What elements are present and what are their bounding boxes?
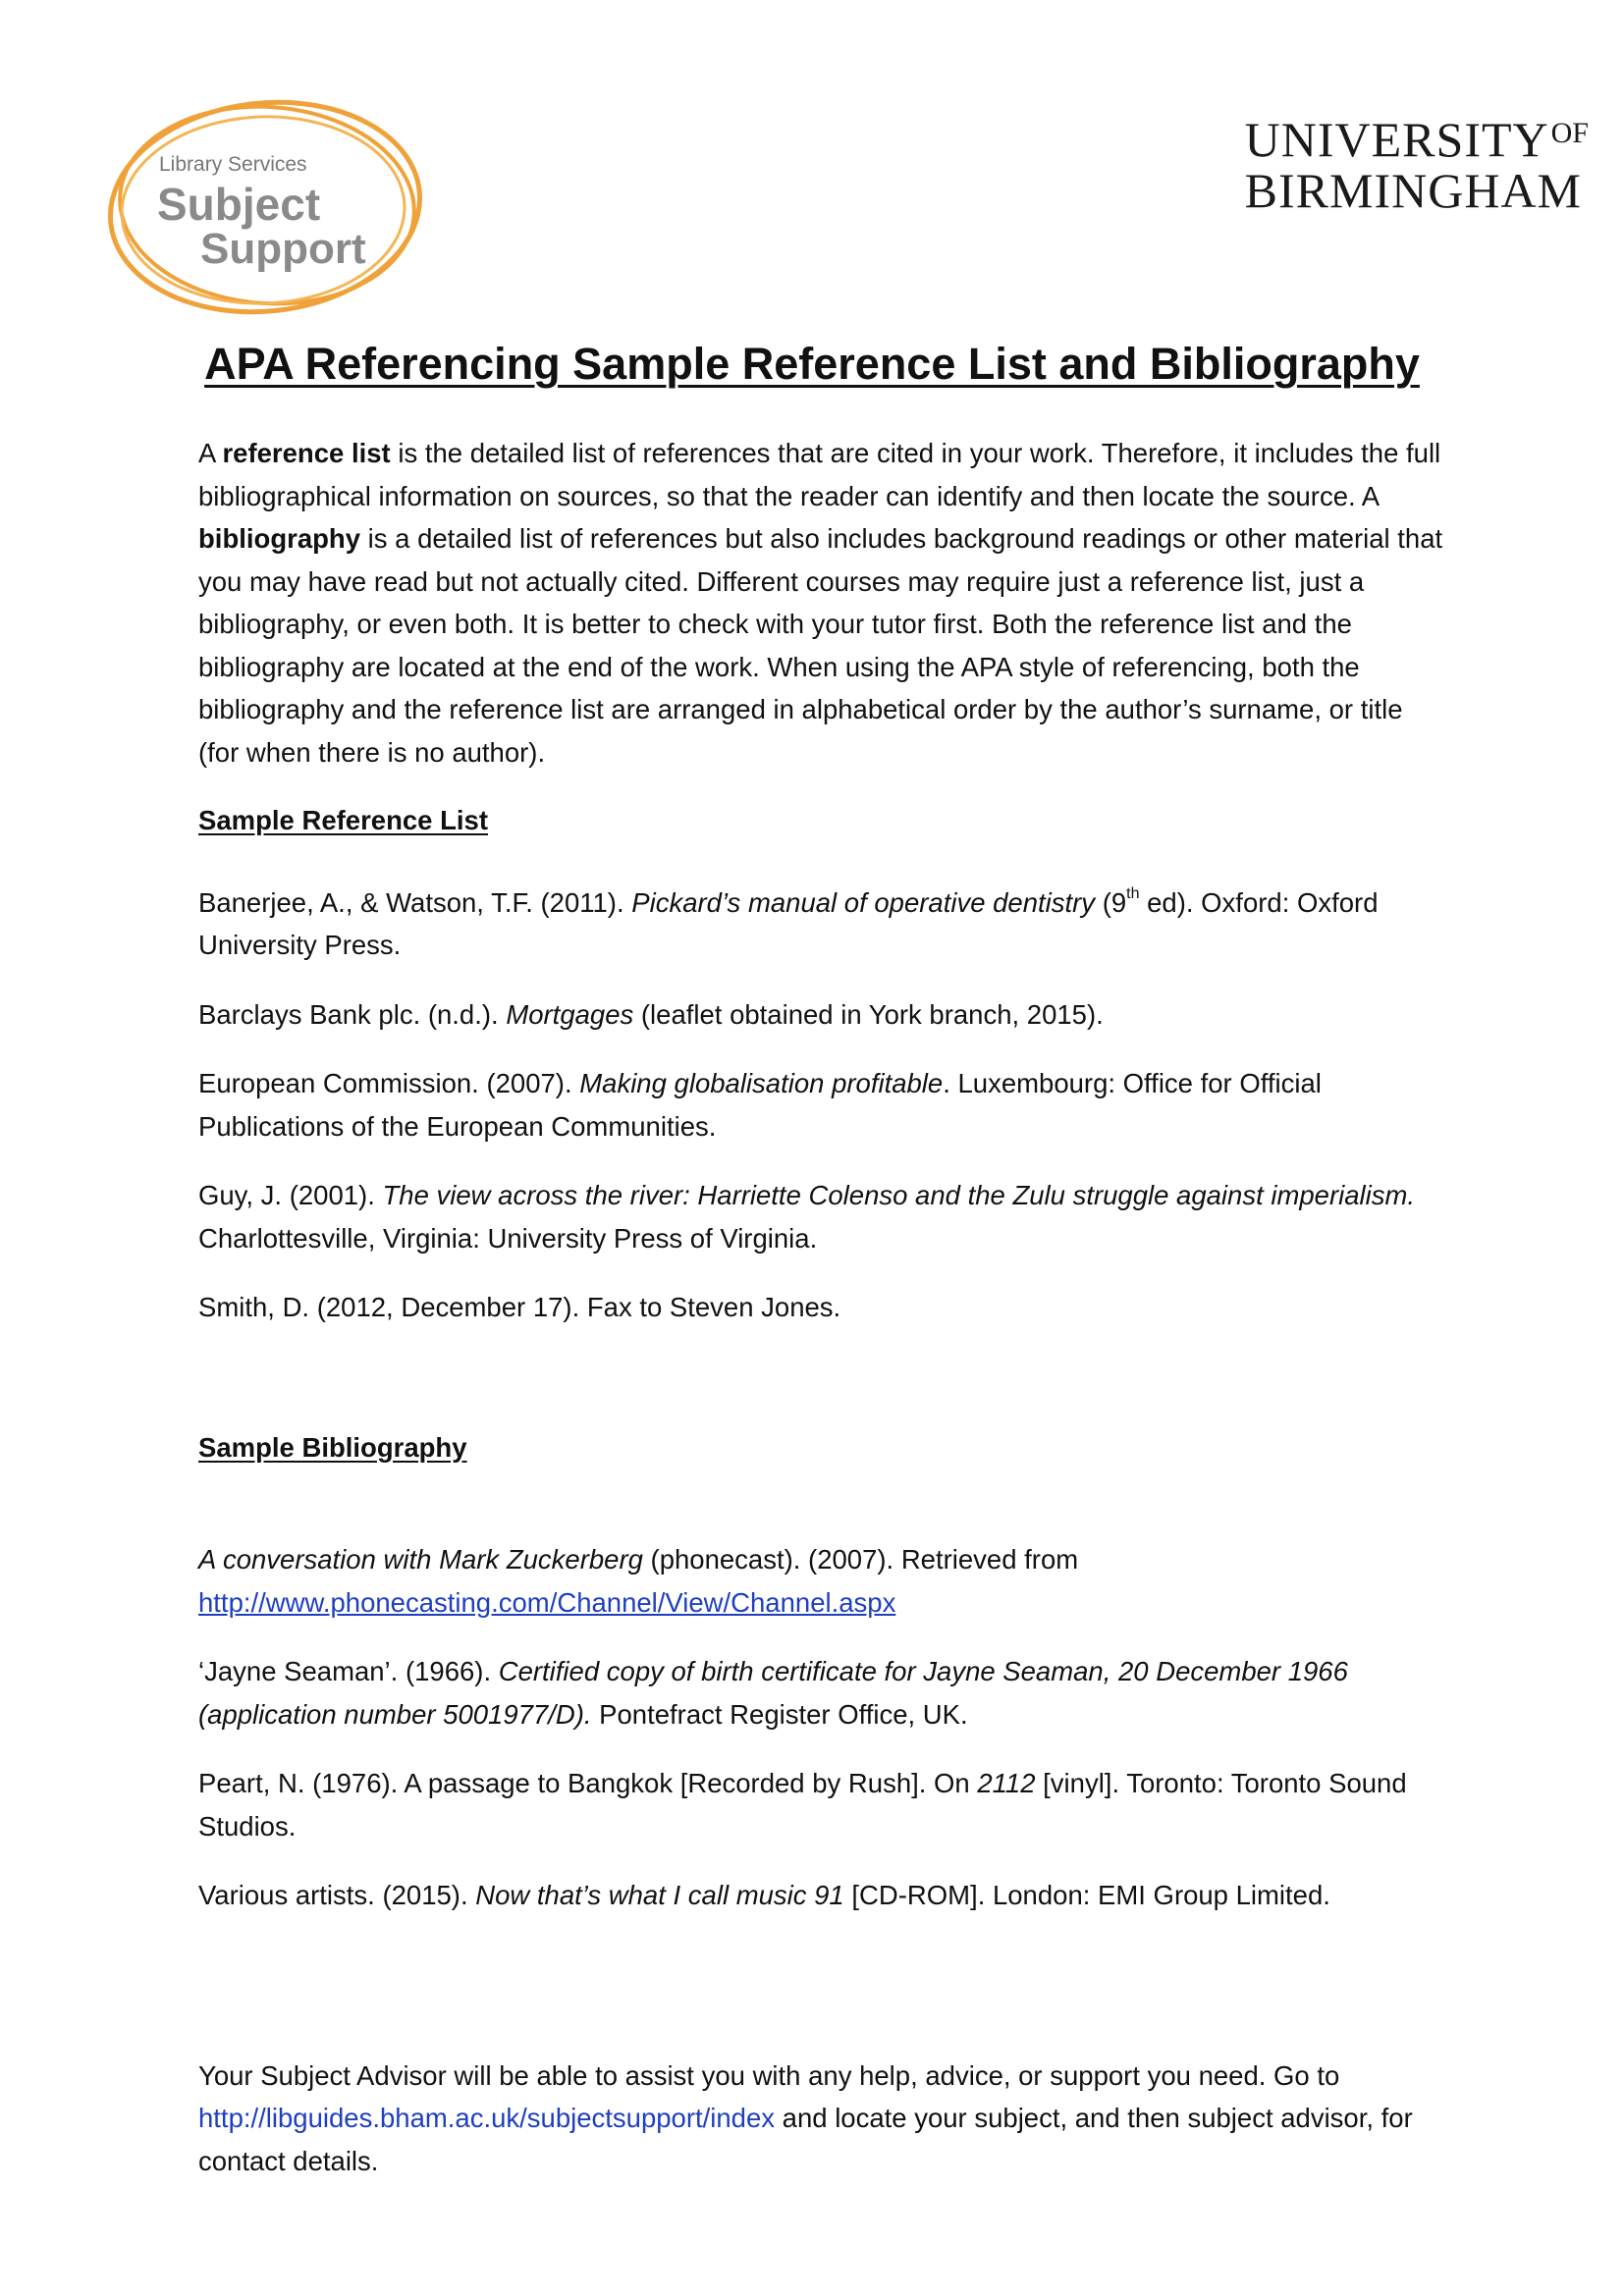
reference-entry <box>198 1286 1445 1329</box>
bib-text: Peart, N. (1976). A passage to Bangkok [Recorded by Rush]. On <box>198 1768 978 1798</box>
ref-text: Smith, D. (2012, December 17). Fax to Steven Jones. <box>198 1292 841 1322</box>
bib-title: Certified copy of birth certificate for Jayne Seaman, 20 December 1966 (application number 5001977/D). <box>198 1656 1348 1730</box>
ref-title: Making globalisation profitable <box>579 1068 944 1098</box>
bib-title: 2112 <box>977 1768 1036 1798</box>
university-line2: BIRMINGHAM <box>1244 163 1583 218</box>
bib-text: Various artists. (2015). <box>198 1880 476 1910</box>
bib-title: A conversation with Mark Zuckerberg <box>198 1544 643 1575</box>
bib-text: (phonecast). (2007). Retrieved from <box>642 1544 1079 1575</box>
intro-paragraph <box>198 432 1445 774</box>
ref-text: Barclays Bank plc. (n.d.). <box>198 998 507 1030</box>
bibliography-entry <box>198 1762 1445 1847</box>
footer-paragraph <box>198 2055 1445 2183</box>
intro-text-3: is a detailed list of references but also includes background readings or other material that you may have read but not actually cited. Different courses may require just a reference list, just a bibliography, or even both. It is better to check with your tutor first. Both the reference list and the bibliography are located at the end of the work. When using the APA style of referencing, both the bibliography and the reference list are arranged in alphabetical order by the author’s surname, or title (for when there is no author). <box>198 523 1443 768</box>
intro-text-2: is the detailed list of references that are cited in your work. Therefore, it includes the full bibliographical information on sources, so that the reader can identify and then locate the source. A <box>198 438 1441 511</box>
term-bibliography: bibliography <box>198 523 360 554</box>
bibliography-heading: Sample Bibliography <box>198 1431 467 1463</box>
ref-superscript: th <box>1126 884 1140 902</box>
reference-entry <box>198 1062 1445 1148</box>
ref-text: Guy, J. (2001). <box>198 1180 383 1210</box>
bibliography-entry <box>198 1874 1445 1917</box>
reference-entry <box>198 1174 1445 1259</box>
university-of: OF <box>1550 117 1589 149</box>
reference-entry <box>198 881 1445 967</box>
bibliography-entry <box>198 1538 1445 1624</box>
document-body <box>198 432 1445 2182</box>
ref-text: ed). Oxford: Oxford University Press. <box>198 886 1379 960</box>
ref-title: Pickard’s manual of operative dentistry <box>631 886 1096 918</box>
libguides-link[interactable]: http://libguides.bham.ac.uk/subjectsupport/index <box>198 2103 776 2133</box>
bib-text: [CD-ROM]. London: EMI Group Limited. <box>843 1880 1330 1910</box>
bib-text: [vinyl]. Toronto: Toronto Sound Studios. <box>198 1768 1407 1842</box>
ref-text: Charlottesville, Virginia: University Press of Virginia. <box>198 1222 818 1254</box>
bib-title: Now that’s what I call music 91 <box>475 1880 844 1910</box>
bibliography-entry <box>198 1650 1445 1735</box>
ref-text: European Commission. (2007). <box>198 1068 580 1098</box>
phonecasting-link[interactable]: http://www.phonecasting.com/Channel/View/Channel.aspx <box>198 1586 896 1618</box>
ref-text: Banerjee, A., & Watson, T.F. (2011). <box>198 886 632 918</box>
ref-text: (leaflet obtained in York branch, 2015). <box>633 998 1104 1030</box>
ref-text: . Luxembourg: Office for Official Publications of the European Communities. <box>198 1068 1322 1142</box>
subject-support-logo <box>102 94 428 320</box>
logo-line3: Support <box>200 225 366 273</box>
university-logo <box>1245 108 1589 216</box>
ref-title: Mortgages <box>506 998 634 1030</box>
intro-text-1: A <box>198 438 223 468</box>
reference-list-heading: Sample Reference List <box>198 805 488 835</box>
bib-text: ‘Jayne Seaman’. (1966). <box>198 1656 499 1686</box>
footer-text: Your Subject Advisor will be able to assist you with any help, advice, or support you need. Go to <box>198 2059 1340 2091</box>
logo-line2: Subject <box>157 179 321 230</box>
ref-text: (9 <box>1095 886 1127 918</box>
logo-line1: Library Services <box>159 153 307 176</box>
term-reference-list: reference list <box>222 438 391 468</box>
university-line1: UNIVERSITY <box>1244 112 1549 167</box>
bib-text: Pontefract Register Office, UK. <box>591 1698 968 1730</box>
ref-title: The view across the river: Harriette Colenso and the Zulu struggle against imperialism. <box>382 1180 1416 1210</box>
footer-text: and locate your subject, and then subject advisor, for contact details. <box>198 2103 1413 2176</box>
page-title: APA Referencing Sample Reference List and Bibliography <box>204 339 1420 389</box>
reference-entry <box>198 993 1445 1037</box>
